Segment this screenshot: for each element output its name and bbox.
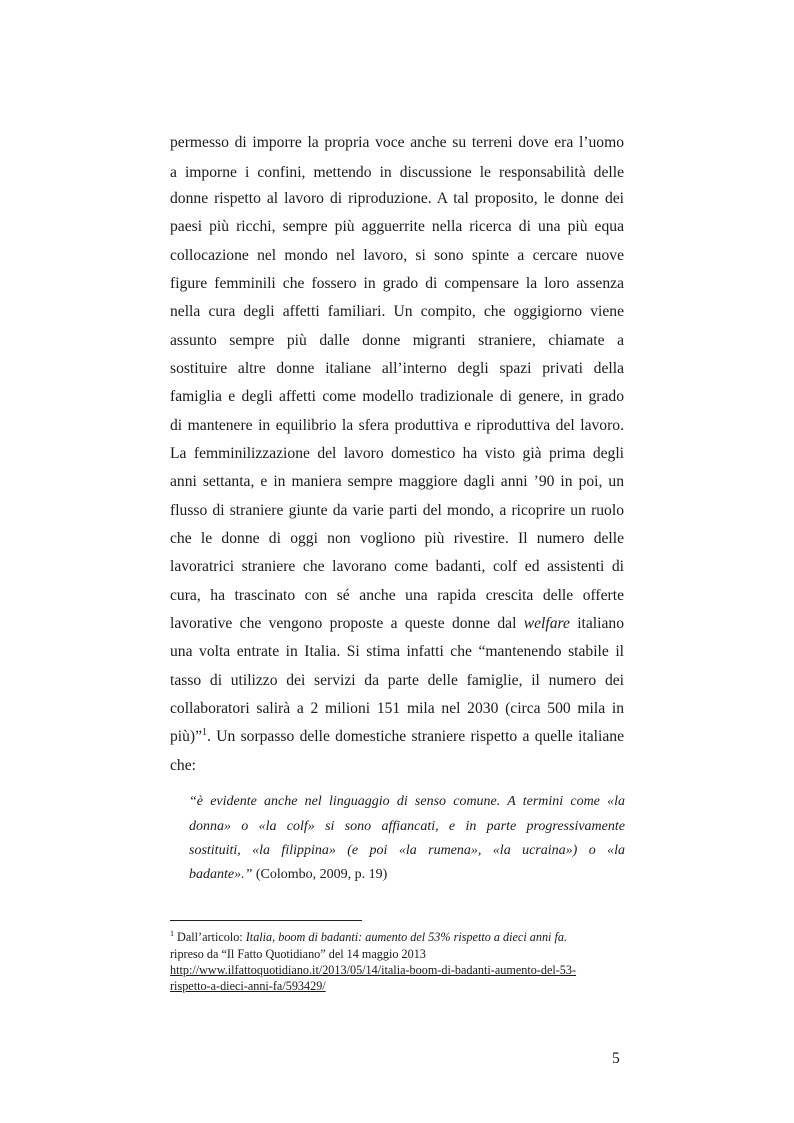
body-line: di mantenere in equilibrio la sfera produttiva e riproduttiva del lavoro. [170, 417, 624, 434]
body-line: flusso di straniere giunte da varie parti del mondo, a ricoprire un ruolo [170, 502, 624, 519]
text-run: italiano [569, 615, 624, 632]
quote-text: donna» o «la colf» si sono affiancati, e in parte progressivamente [189, 819, 625, 834]
footnote-link[interactable]: rispetto-a-dieci-anni-fa/593429/ [170, 979, 326, 993]
body-line: collocazione nel mondo nel lavoro, si sono spinte a cercare nuove [170, 247, 624, 264]
block-quote-line [189, 842, 625, 860]
italic-term: welfare [523, 615, 570, 632]
body-line: cura, ha trascinato con sé anche una rapida crescita delle offerte [170, 587, 624, 604]
text-run: più)” [170, 728, 203, 745]
body-line: tasso di utilizzo dei servizi da parte delle famiglie, il numero dei [170, 672, 624, 689]
footnote-url-line[interactable] [170, 978, 630, 994]
body-line [170, 727, 624, 747]
body-line: figure femminili che fossero in grado di compensare la loro assenza [170, 275, 624, 292]
body-line: famiglia e degli affetti come modello tradizionale di genere, in grado [170, 388, 624, 405]
body-line: che le donne di oggi non vogliono più rivestire. Il numero delle [170, 530, 624, 547]
page-number: 5 [612, 1050, 620, 1067]
footnote-link[interactable]: http://www.ilfattoquotidiano.it/2013/05/14/italia-boom-di-badanti-aumento-del-53- [170, 963, 577, 977]
body-line: assunto sempre più dalle donne migranti straniere, chiamate a [170, 332, 624, 349]
body-line: La femminilizzazione del lavoro domestico ha visto già prima degli [170, 445, 624, 462]
footnote-source: ripreso da “Il Fatto Quotidiano” del 14 maggio 2013 [170, 947, 426, 961]
block-quote-line [189, 866, 625, 884]
text-run: lavorative che vengono proposte a queste donne dal [170, 615, 524, 632]
body-line: nella cura degli affetti familiari. Un compito, che oggigiorno viene [170, 303, 624, 320]
body-line: una volta entrate in Italia. Si stima infatti che “mantenendo stabile il [170, 643, 624, 660]
footnote-url-line[interactable] [170, 962, 630, 978]
block-quote-line [189, 793, 625, 811]
footnote-line [170, 929, 630, 945]
footnote-article-title: Italia, boom di badanti: aumento del 53% rispetto a dieci anni fa. [245, 930, 567, 944]
footnote-reference[interactable]: 1 [202, 727, 208, 738]
text-run: . Un sorpasso delle domestiche straniere rispetto a quelle italiane [207, 728, 624, 745]
body-line: a imporne i confini, mettendo in discussione le responsabilità delle [170, 164, 624, 181]
body-line: lavoratrici straniere che lavorano come badanti, colf ed assistenti di [170, 558, 624, 575]
body-line: che: [170, 757, 196, 774]
quote-text: sostituiti, «la filippina» (e poi «la rumena», «la ucraina») o «la [189, 843, 625, 858]
body-line: paesi più ricchi, sempre più agguerrite nella ricerca di una più equa [170, 218, 624, 235]
footnote-number: 1 [170, 929, 174, 938]
footnote-prefix: Dall’articolo: [174, 930, 246, 944]
body-line: sostituire altre donne italiane all’interno degli spazi privati della [170, 360, 624, 377]
body-line: collaboratori salirà a 2 milioni 151 mila nel 2030 (circa 500 mila in [170, 700, 624, 717]
quote-citation: (Colombo, 2009, p. 19) [252, 867, 388, 882]
footnote-separator [170, 920, 362, 921]
body-line: donne rispetto al lavoro di riproduzione. A tal proposito, le donne dei [170, 190, 624, 207]
body-line [170, 614, 624, 634]
block-quote-line [189, 818, 625, 836]
body-line: anni settanta, e in maniera sempre maggiore dagli anni ’90 in poi, un [170, 473, 624, 490]
quote-text: badante».” [189, 867, 253, 882]
body-line: permesso di imporre la propria voce anche su terreni dove era l’uomo [170, 134, 624, 151]
quote-text: “è evidente anche nel linguaggio di senso comune. A termini come «la [189, 794, 625, 809]
